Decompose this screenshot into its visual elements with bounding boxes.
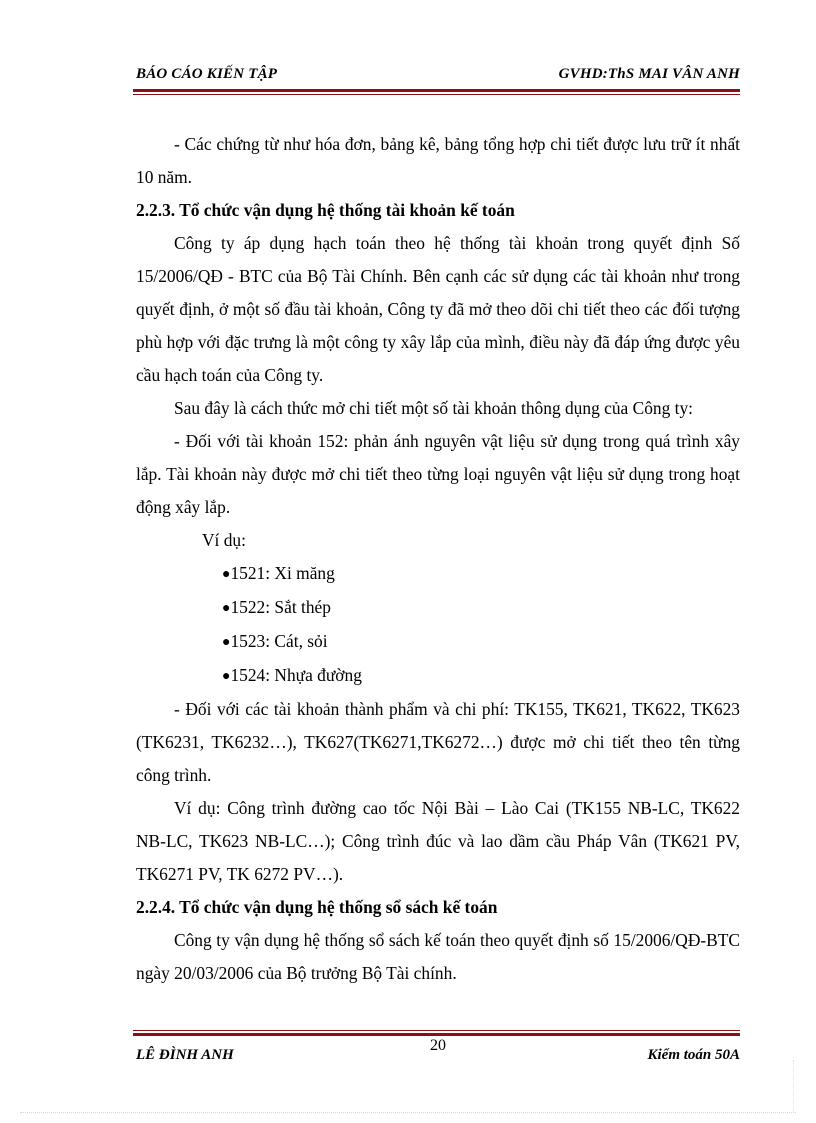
bullet-icon: ● bbox=[222, 635, 231, 650]
header-supervisor: GVHD:ThS MAI VÂN ANH bbox=[558, 66, 740, 82]
header-rule-thin bbox=[133, 94, 740, 95]
paragraph-cost-accounts: - Đối với các tài khoản thành phẩm và chi phí: TK155, TK621, TK622, TK623 (TK6231, TK6232…), TK627(TK6271,TK6272…) được mở chi tiết theo tên từng công trình. bbox=[136, 699, 740, 785]
list-item: ●1522: Sắt thép bbox=[222, 597, 331, 617]
list-item: ●1523: Cát, sỏi bbox=[222, 631, 328, 651]
bullet-icon: ● bbox=[222, 567, 231, 582]
bullet-icon: ● bbox=[222, 669, 231, 684]
header-rule-thick bbox=[133, 89, 740, 92]
page-edge-line-side bbox=[793, 1060, 794, 1112]
paragraph-detail-intro: Sau đây là cách thức mở chi tiết một số tài khoản thông dụng của Công ty: bbox=[174, 398, 693, 418]
example-label: Ví dụ: bbox=[202, 530, 246, 550]
document-body bbox=[136, 128, 740, 990]
paragraph-project-example: Ví dụ: Công trình đường cao tốc Nội Bài – Lào Cai (TK155 NB-LC, TK622 NB-LC, TK623 NB-LC…); Công trình đúc và lao dầm cầu Pháp Vân (TK621 PV, TK6271 PV, TK 6272 PV…). bbox=[136, 798, 740, 884]
section-heading-2-2-4: 2.2.4. Tổ chức vận dụng hệ thống sổ sách kế toán bbox=[136, 897, 498, 917]
list-item: ●1524: Nhựa đường bbox=[222, 665, 362, 685]
footer-rule-thin bbox=[133, 1030, 740, 1031]
paragraph-retention: - Các chứng từ như hóa đơn, bảng kê, bảng tổng hợp chi tiết được lưu trữ ít nhất 10 năm. bbox=[136, 134, 740, 187]
footer-author: LÊ ĐÌNH ANH bbox=[136, 1047, 234, 1063]
paragraph-bookkeeping: Công ty vận dụng hệ thống sổ sách kế toán theo quyết định số 15/2006/QĐ-BTC ngày 20/03/2006 của Bộ trưởng Bộ Tài chính. bbox=[136, 930, 740, 983]
footer-rule-thick bbox=[133, 1033, 740, 1036]
bullet-icon: ● bbox=[222, 601, 231, 616]
footer-class: Kiểm toán 50A bbox=[647, 1047, 740, 1063]
page-number: 20 bbox=[430, 1037, 446, 1054]
paragraph-account-152: - Đối với tài khoản 152: phản ánh nguyên vật liệu sử dụng trong quá trình xây lắp. Tài khoản này được mở chi tiết theo từng loại nguyên vật liệu sử dụng trong hoạt động xây lắp. bbox=[136, 431, 740, 517]
header-report-title: BÁO CÁO KIẾN TẬP bbox=[136, 66, 278, 82]
page-edge-line bbox=[20, 1112, 796, 1113]
list-item: ●1521: Xi măng bbox=[222, 563, 335, 583]
paragraph-account-system: Công ty áp dụng hạch toán theo hệ thống tài khoản trong quyết định Số 15/2006/QĐ - BTC của Bộ Tài Chính. Bên cạnh các sử dụng các tài khoản như trong quyết định, ở một số đầu tài khoản, Công ty đã mở theo dõi chi tiết theo các đối tượng phù hợp với đặc trưng là một công ty xây lắp của mình, điều này đã đáp ứng được yêu cầu hạch toán của Công ty. bbox=[136, 233, 740, 385]
section-heading-2-2-3: 2.2.3. Tổ chức vận dụng hệ thống tài khoản kế toán bbox=[136, 200, 515, 220]
